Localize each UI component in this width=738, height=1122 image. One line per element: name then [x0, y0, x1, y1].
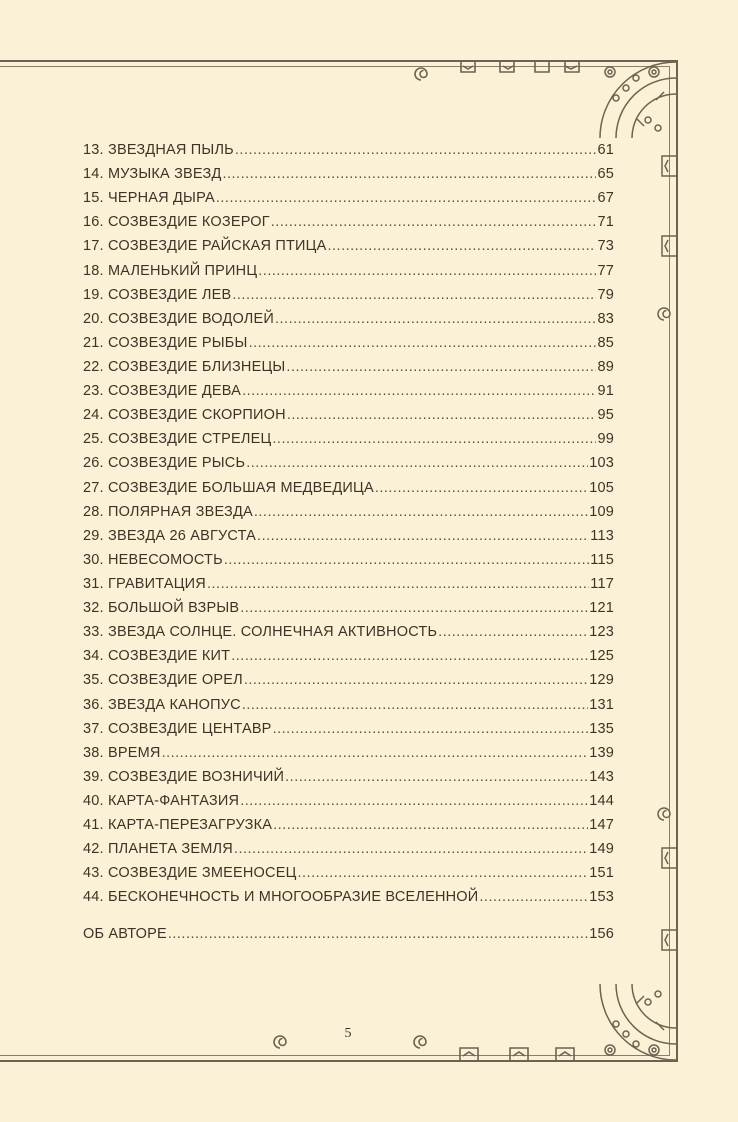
- toc-entry: [83, 451, 614, 475]
- toc-entry-page: 65: [597, 166, 614, 183]
- toc-entry-title: 38. ВРЕМЯ: [83, 744, 161, 761]
- toc-entry-page: 85: [597, 334, 614, 351]
- dot-leader: [272, 427, 596, 451]
- toc-entry: [83, 355, 614, 379]
- toc-entry: [83, 644, 614, 668]
- toc-entry: [83, 596, 614, 620]
- toc-entry-title: 17. СОЗВЕЗДИЕ РАЙСКАЯ ПТИЦА: [83, 238, 327, 255]
- toc-entry-page: 95: [597, 407, 614, 424]
- toc-entry-page: 109: [589, 503, 614, 520]
- toc-entry-page: 113: [590, 527, 614, 544]
- toc-entry-title: 15. ЧЕРНАЯ ДЫРА: [83, 190, 215, 207]
- toc-entry-title: 16. СОЗВЕЗДИЕ КОЗЕРОГ: [83, 214, 270, 231]
- toc-entry: [83, 259, 614, 283]
- table-of-contents: [83, 138, 614, 946]
- toc-entry-title: 23. СОЗВЕЗДИЕ ДЕВА: [83, 383, 242, 400]
- toc-entry-page: 131: [589, 696, 614, 713]
- toc-entry: [83, 234, 614, 258]
- toc-entry-title: 20. СОЗВЕЗДИЕ ВОДОЛЕЙ: [83, 310, 274, 327]
- toc-entry: [83, 693, 614, 717]
- right-border-ornament-icon: [650, 150, 680, 330]
- toc-entry: [83, 524, 614, 548]
- toc-entry-title: 43. СОЗВЕЗДИЕ ЗМЕЕНОСЕЦ: [83, 865, 297, 882]
- toc-entry: [83, 210, 614, 234]
- toc-entry: [83, 922, 614, 946]
- dot-leader: [162, 741, 589, 765]
- toc-entry: [83, 620, 614, 644]
- dot-leader: [242, 379, 596, 403]
- dot-leader: [249, 331, 597, 355]
- toc-entry-page: 71: [597, 214, 614, 231]
- dot-leader: [222, 162, 596, 186]
- toc-entry: [83, 283, 614, 307]
- toc-entry-page: 156: [589, 925, 614, 942]
- toc-entry-page: 147: [589, 817, 614, 834]
- toc-entry-page: 83: [597, 310, 614, 327]
- toc-entry-page: 89: [597, 358, 614, 375]
- toc-entry-title: 39. СОЗВЕЗДИЕ ВОЗНИЧИЙ: [83, 768, 285, 785]
- dot-leader: [246, 451, 588, 475]
- dot-leader: [257, 524, 589, 548]
- toc-entry-title: 21. СОЗВЕЗДИЕ РЫБЫ: [83, 334, 248, 351]
- toc-entry-title: 13. ЗВЕЗДНАЯ ПЫЛЬ: [83, 142, 234, 158]
- toc-entry-title: ОБ АВТОРЕ: [83, 925, 167, 942]
- toc-entry: [83, 813, 614, 837]
- toc-entry: [83, 837, 614, 861]
- toc-entry-title: 44. БЕСКОНЕЧНОСТЬ И МНОГООБРАЗИЕ ВСЕЛЕННОЙ: [83, 889, 479, 906]
- toc-entry: [83, 476, 614, 500]
- dot-leader: [271, 210, 597, 234]
- toc-entry-page: 99: [597, 431, 614, 448]
- dot-leader: [286, 355, 596, 379]
- toc-entry-page: 153: [589, 889, 614, 906]
- dot-leader: [479, 885, 588, 909]
- toc-entry-page: 125: [589, 648, 614, 665]
- toc-entry: [83, 403, 614, 427]
- dot-leader: [234, 837, 588, 861]
- toc-entry: [83, 572, 614, 596]
- toc-entry-page: 143: [589, 768, 614, 785]
- dot-leader: [254, 500, 588, 524]
- toc-entry-page: 105: [589, 479, 614, 496]
- dot-leader: [231, 644, 588, 668]
- toc-entry-page: 73: [597, 238, 614, 255]
- toc-entry-title: 36. ЗВЕЗДА КАНОПУС: [83, 696, 241, 713]
- toc-entry: [83, 162, 614, 186]
- dot-leader: [240, 789, 588, 813]
- toc-entry-page: 77: [597, 262, 614, 279]
- toc-entry: [83, 427, 614, 451]
- toc-entry: [83, 331, 614, 355]
- toc-entry-title: 18. МАЛЕНЬКИЙ ПРИНЦ: [83, 262, 258, 279]
- dot-leader: [375, 476, 588, 500]
- toc-entry-title: 34. СОЗВЕЗДИЕ КИТ: [83, 648, 231, 665]
- toc-entry: [83, 765, 614, 789]
- dot-leader: [298, 861, 589, 885]
- toc-entry-title: 24. СОЗВЕЗДИЕ СКОРПИОН: [83, 407, 286, 424]
- toc-entry-title: 27. СОЗВЕЗДИЕ БОЛЬШАЯ МЕДВЕДИЦА: [83, 479, 374, 496]
- toc-entry-page: 151: [589, 865, 614, 882]
- toc-entry-page: 91: [597, 383, 614, 400]
- toc-entry-page: 123: [589, 624, 614, 641]
- toc-entry-page: 79: [597, 286, 614, 303]
- toc-entry-page: 135: [589, 720, 614, 737]
- toc-entry-title: 40. КАРТА-ФАНТАЗИЯ: [83, 792, 240, 809]
- toc-entry-title: 35. СОЗВЕЗДИЕ ОРЕЛ: [83, 672, 243, 689]
- toc-entry-title: 26. СОЗВЕЗДИЕ РЫСЬ: [83, 455, 246, 472]
- page-number: 5: [344, 1026, 352, 1041]
- toc-entry-page: 121: [589, 600, 614, 617]
- dot-leader: [232, 283, 596, 307]
- toc-entry: [83, 668, 614, 692]
- dot-leader: [285, 765, 588, 789]
- toc-entry: [83, 500, 614, 524]
- toc-entry-page: 139: [589, 744, 614, 761]
- dot-leader: [242, 693, 588, 717]
- toc-entry-title: 30. НЕВЕСОМОСТЬ: [83, 551, 223, 568]
- toc-entry-page: 115: [590, 551, 614, 568]
- right-border-ornament-lower-icon: [644, 790, 680, 980]
- dot-leader: [240, 596, 588, 620]
- toc-entry: [83, 741, 614, 765]
- toc-entry-title: 14. МУЗЫКА ЗВЕЗД: [83, 166, 222, 183]
- toc-entry: [83, 789, 614, 813]
- toc-entry: [83, 548, 614, 572]
- dot-leader: [273, 813, 588, 837]
- toc-entry-title: 42. ПЛАНЕТА ЗЕМЛЯ: [83, 841, 233, 858]
- toc-entry-title: 28. ПОЛЯРНАЯ ЗВЕЗДА: [83, 503, 253, 520]
- toc-entry-title: 19. СОЗВЕЗДИЕ ЛЕВ: [83, 286, 232, 303]
- toc-entry: [83, 138, 614, 162]
- toc-entry-title: 22. СОЗВЕЗДИЕ БЛИЗНЕЦЫ: [83, 358, 286, 375]
- dot-leader: [216, 186, 597, 210]
- top-right-corner-ornament-icon: [596, 58, 680, 142]
- dot-leader: [438, 620, 588, 644]
- toc-entry-page: 144: [589, 792, 614, 809]
- dot-leader: [235, 138, 597, 162]
- toc-entry-title: 37. СОЗВЕЗДИЕ ЦЕНТАВР: [83, 720, 272, 737]
- toc-entry-page: 61: [597, 142, 614, 158]
- dot-leader: [327, 234, 596, 258]
- toc-entry-title: 41. КАРТА-ПЕРЕЗАГРУЗКА: [83, 817, 273, 834]
- dot-leader: [273, 717, 589, 741]
- toc-entry: [83, 717, 614, 741]
- toc-entry-title: 31. ГРАВИТАЦИЯ: [83, 575, 206, 592]
- toc-entry: [83, 307, 614, 331]
- toc-entry-page: 129: [589, 672, 614, 689]
- toc-entry-title: 33. ЗВЕЗДА СОЛНЦЕ. СОЛНЕЧНАЯ АКТИВНОСТЬ: [83, 624, 438, 641]
- toc-entry: [83, 186, 614, 210]
- toc-entry: [83, 885, 614, 909]
- top-border-ornament-icon: [405, 58, 605, 92]
- dot-leader: [258, 259, 596, 283]
- dot-leader: [275, 307, 596, 331]
- dot-leader: [168, 922, 588, 946]
- toc-entry-page: 149: [589, 841, 614, 858]
- toc-entry-title: 29. ЗВЕЗДА 26 АВГУСТА: [83, 527, 257, 544]
- toc-entry-title: 32. БОЛЬШОЙ ВЗРЫВ: [83, 600, 240, 617]
- dot-leader: [287, 403, 597, 427]
- toc-entry-title: 25. СОЗВЕЗДИЕ СТРЕЛЕЦ: [83, 431, 272, 448]
- dot-leader: [207, 572, 589, 596]
- toc-entry: [83, 379, 614, 403]
- toc-entry: [83, 861, 614, 885]
- toc-entry-page: 117: [590, 575, 614, 592]
- toc-entry-page: 103: [589, 455, 614, 472]
- dot-leader: [224, 548, 589, 572]
- toc-entry-page: 67: [597, 190, 614, 207]
- dot-leader: [244, 668, 588, 692]
